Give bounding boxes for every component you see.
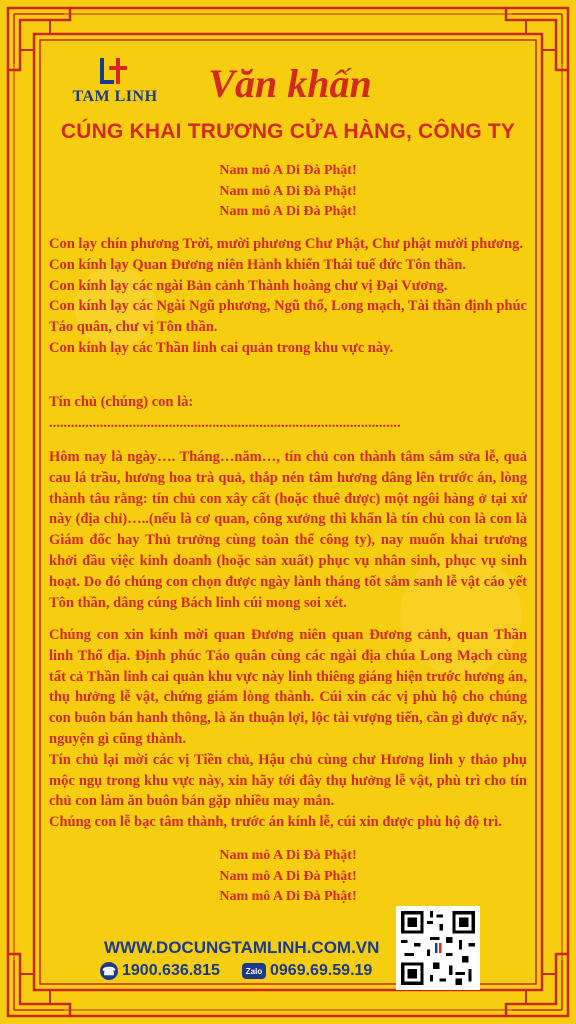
chant-line: Nam mô A Di Đà Phật! — [219, 868, 357, 884]
invocation-paragraph — [49, 234, 527, 359]
chant-line: Nam mô A Di Đà Phật! — [219, 183, 357, 199]
text-line: Con kính lạy các Thần linh cai quản trong khu vực này. — [49, 339, 394, 356]
invitation-paragraph — [49, 625, 527, 833]
brand-logo — [60, 56, 170, 106]
chant-line: Nam mô A Di Đà Phật! — [219, 163, 357, 178]
text-line: Tín chủ (chúng) con là: — [49, 394, 194, 410]
text-line: Con lạy chín phương Trời, mười phương Chư Phật, Chư phật mười phương. — [49, 236, 523, 252]
logo-mark-icon — [96, 56, 132, 86]
chant-top — [40, 161, 536, 223]
zalo-icon: Zalo — [242, 963, 266, 979]
text-line: Tín chủ lại mời các vị Tiền chủ, Hậu chủ cùng chư Hương linh y thảo phụ mộc ngụ trong khu vực này, xin hãy tới đây thụ hưởng lễ vật, phù trì cho tín chủ con làm ăn buôn bán gặp nhiều may mắn. — [49, 751, 527, 810]
chant-line: Nam mô A Di Đà Phật! — [219, 889, 357, 904]
text-line: Chúng con lễ bạc tâm thành, trước án kính lễ, cúi xin được phù hộ độ trì. — [49, 814, 502, 831]
hotline[interactable] — [100, 962, 220, 980]
logo-text: TAM LINH — [72, 88, 158, 105]
chant-line: Nam mô A Di Đà Phật! — [219, 204, 357, 219]
hotline-number: 1900.636.815 — [122, 962, 220, 979]
text-line: Con kính lạy các Ngài Ngũ phương, Ngũ thổ, Long mạch, Tài thần định phúc Táo quân, chư vị Tôn thần. — [49, 298, 527, 336]
chant-bottom — [40, 846, 536, 908]
text-line: Chúng con xin kính mời quan Đương niên quan Đương cảnh, quan Thần linh Thổ địa. Định phúc Táo quân cùng các ngài địa chúa Long Mạch cùng tất cả Thần linh cai quản khu vực này linh thiêng giáng hiện trước hương án, thụ hưởng lễ vật, chứng giám lòng thành. Cúi xin các vị phù hộ cho chúng con buôn bán hanh thông, là ăn thuận lợi, lộc tài vượng tiến, cần gì được nấy, nguyện gì cũng thành. — [49, 627, 527, 747]
phone-icon: ☎ — [100, 962, 118, 980]
text-line: Con kính lạy các ngài Bản cảnh Thành hoàng chư vị Đại Vương. — [49, 277, 448, 294]
zalo-contact[interactable] — [242, 962, 372, 980]
page-subtitle: CÚNG KHAI TRƯƠNG CỬA HÀNG, CÔNG TY — [60, 120, 516, 143]
zalo-number: 0969.69.59.19 — [270, 962, 373, 979]
website-link[interactable]: WWW.DOCUNGTAMLINH.COM.VN — [104, 938, 380, 957]
qr-code-icon[interactable] — [396, 906, 480, 990]
text-line: Con kính lạy Quan Đương niên Hành khiển Thái tuế đức Tôn thần. — [49, 256, 466, 273]
believer-paragraph — [49, 392, 527, 434]
declaration-paragraph — [49, 447, 527, 613]
dotted-line: ................................................................................................. — [49, 414, 401, 431]
chant-line: Nam mô A Di Đà Phật! — [219, 848, 357, 863]
page-title: Văn khấn — [208, 61, 372, 106]
text-line: Hôm nay là ngày…. Tháng…năm…, tín chủ con thành tâm sắm sửa lễ, quả cau lá trầu, hương hoa trà quả, thắp nén tâm hương dâng lên trước án, lòng thành tâu rằng: tín chủ con xây cất (hoặc thuê được) một ngôi hàng ở tại xứ này (địa chỉ)…..(nếu là cơ quan, công xưởng thì khấn là tín chủ con là con là Giám đốc hay Thủ trưởng cùng toàn thể công ty), nay muốn khai trương khởi đầu việc kinh doanh (hoặc sản xuất) phục vụ nhân sinh, phục vụ sinh hoạt. Do đó chúng con chọn được ngày lành tháng tốt sắm sanh lễ vật cáo yết Tôn thần, dâng cúng Bách linh cúi mong soi xét. — [49, 449, 527, 611]
